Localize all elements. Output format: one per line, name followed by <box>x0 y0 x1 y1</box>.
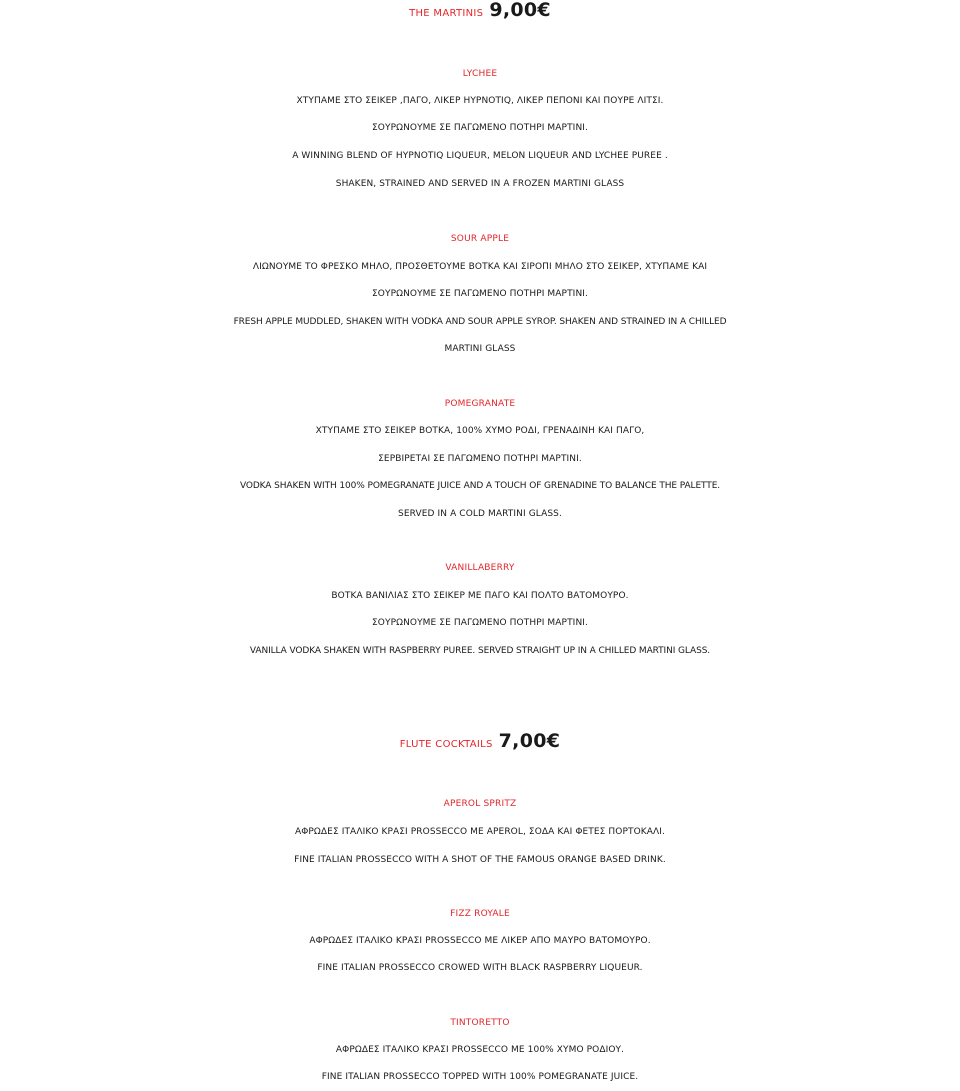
item-desc-line: FRESH APPLE MUDDLED, SHAKEN WITH VODKA AND SOUR APPLE SYROP. SHAKEN AND STRAINED IN A CHILLED <box>233 317 727 327</box>
item-desc-line: SERVED IN A COLD MARTINI GLASS. <box>398 509 562 519</box>
section-title: THE MARTINIS <box>409 8 484 19</box>
item-name-lychee: LYCHEE <box>462 69 498 79</box>
item-desc-line: ΣΟΥΡΩΝΟΥΜΕ ΣΕ ΠΑΓΩΜΕΝΟ ΠΟΤΗΡΙ ΜΑΡΤΙΝΙ. <box>372 618 588 628</box>
item-desc-line: ΑΦΡΩΔΕΣ ΙΤΑΛΙΚΟ ΚΡΑΣΙ PROSSECCO ΜΕ ΛΙΚΕΡ ΑΠΟ ΜΑΥΡΟ ΒΑΤΟΜΟΥΡΟ. <box>309 936 651 946</box>
item-name-vanillaberry: VANILLABERRY <box>445 563 515 573</box>
item-desc-line: ΧΤΥΠΑΜΕ ΣΤΟ ΣΕΙΚΕΡ ΒΟΤΚΑ, 100% ΧΥΜΟ ΡΟΔΙ, ΓΡΕΝΑΔΙΝΗ ΚΑΙ ΠΑΓΟ, <box>315 426 645 436</box>
item-name-tintoretto: TINTORETTO <box>450 1018 510 1028</box>
item-name-sour-apple: SOUR APPLE <box>450 234 510 244</box>
section-price: 9,00€ <box>489 0 551 21</box>
item-desc-line: FINE ITALIAN PROSSECCO TOPPED WITH 100% POMEGRANATE JUICE. <box>321 1072 639 1082</box>
item-desc-line: SHAKEN, STRAINED AND SERVED IN A FROZEN MARTINI GLASS <box>335 179 625 189</box>
item-desc-line: ΑΦΡΩΔΕΣ ΙΤΑΛΙΚΟ ΚΡΑΣΙ PROSSECCO ΜΕ APEROL, ΣΟΔΑ ΚΑΙ ΦΕΤΕΣ ΠΟΡΤΟΚΑΛΙ. <box>294 827 666 837</box>
item-desc-line: MARTINI GLASS <box>444 344 516 354</box>
item-desc-line: VANILLA VODKA SHAKEN WITH RASPBERRY PUREE. SERVED STRAIGHT UP IN A CHILLED MARTINI GLASS. <box>249 646 711 656</box>
section-header-martinis <box>0 1 960 20</box>
item-desc-line: VODKA SHAKEN WITH 100% POMEGRANATE JUICE AND A TOUCH OF GRENADINE TO BALANCE THE PALETTE. <box>239 481 721 491</box>
item-desc-line: ΧΤΥΠΑΜΕ ΣΤΟ ΣΕΙΚΕΡ ,ΠΑΓΟ, ΛΙΚΕΡ HYPNOTIQ, ΛΙΚΕΡ ΠΕΠΟΝΙ ΚΑΙ ΠΟΥΡΕ ΛΙΤΣΙ. <box>296 96 664 106</box>
item-desc-line: ΑΦΡΩΔΕΣ ΙΤΑΛΙΚΟ ΚΡΑΣΙ PROSSECCO ΜΕ 100% ΧΥΜΟ ΡΟΔΙΟΥ. <box>335 1045 625 1055</box>
item-name-pomegranate: POMEGRANATE <box>444 399 516 409</box>
section-price: 7,00€ <box>498 730 561 752</box>
item-desc-line: ΣΟΥΡΩΝΟΥΜΕ ΣΕ ΠΑΓΩΜΕΝΟ ΠΟΤΗΡΙ ΜΑΡΤΙΝΙ. <box>372 289 588 299</box>
section-header-flute-cocktails <box>0 732 960 751</box>
item-desc-line: ΣΟΥΡΩΝΟΥΜΕ ΣΕ ΠΑΓΩΜΕΝΟ ΠΟΤΗΡΙ ΜΑΡΤΙΝΙ. <box>372 123 588 133</box>
item-name-fizz-royale: FIZZ ROYALE <box>450 909 510 919</box>
section-title: FLUTE COCKTAILS <box>399 739 493 750</box>
item-desc-line: FINE ITALIAN PROSSECCO WITH A SHOT OF THE FAMOUS ORANGE BASED DRINK. <box>294 855 666 865</box>
item-name-aperol-spritz: APEROL SPRITZ <box>443 799 517 809</box>
item-desc-line: ΛΙΩΝΟΥΜΕ ΤΟ ΦΡΕΣΚΟ ΜΗΛΟ, ΠΡΟΣΘΕΤΟΥΜΕ ΒΟΤΚΑ ΚΑΙ ΣΙΡΟΠΙ ΜΗΛΟ ΣΤΟ ΣΕΙΚΕΡ, ΧΤΥΠΑΜΕ ΚΑΙ <box>252 262 708 272</box>
item-desc-line: ΣΕΡΒΙΡΕΤΑΙ ΣΕ ΠΑΓΩΜΕΝΟ ΠΟΤΗΡΙ ΜΑΡΤΙΝΙ. <box>378 454 582 464</box>
item-desc-line: FINE ITALIAN PROSSECCO CROWED WITH BLACK RASPBERRY LIQUEUR. <box>317 963 643 973</box>
item-desc-line: ΒΟΤΚΑ ΒΑΝΙΛΙΑΣ ΣΤΟ ΣΕΙΚΕΡ ΜΕ ΠΑΓΟ ΚΑΙ ΠΟΛΤΟ ΒΑΤΟΜΟΥΡΟ. <box>331 591 629 601</box>
item-desc-line: A WINNING BLEND OF HYPNOTIQ LIQUEUR, MELON LIQUEUR AND LYCHEE PUREE . <box>292 151 668 161</box>
